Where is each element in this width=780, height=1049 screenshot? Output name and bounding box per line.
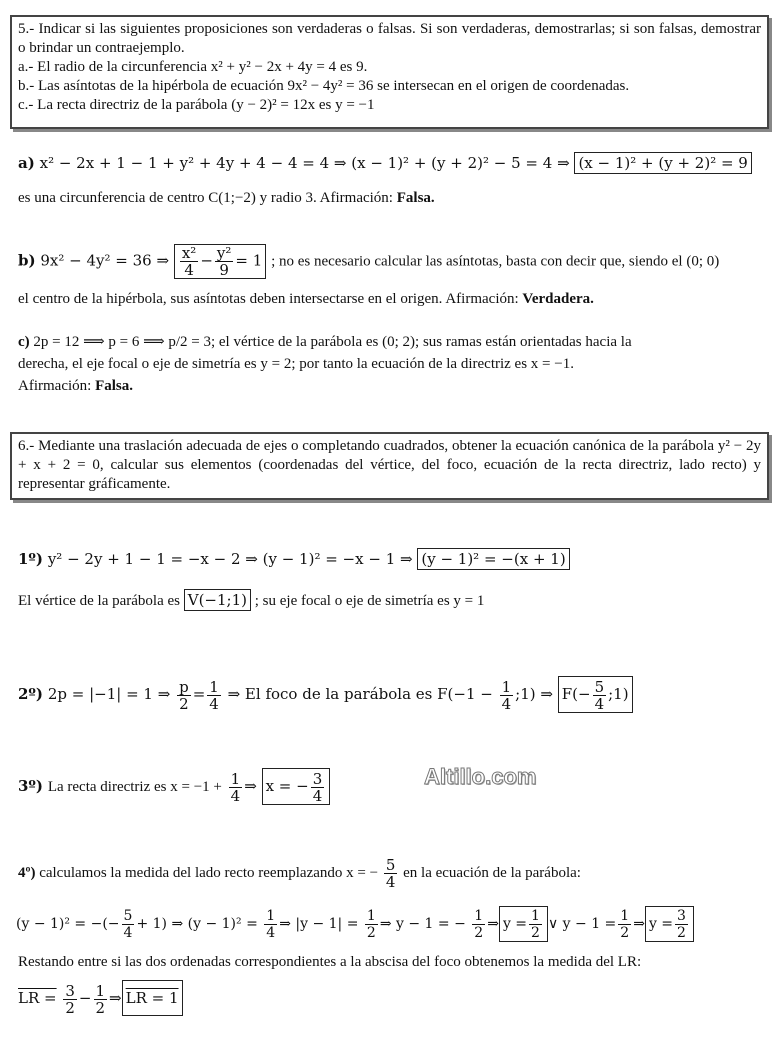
- solution-b-verdict: Verdadera.: [522, 291, 594, 307]
- lr-result-box: LR = 1: [122, 980, 183, 1016]
- solution-a-steps: x² − 2x + 1 − 1 + y² + 4y + 4 − 4 = 4 ⇒ (x − 1)² + (y + 2)² − 5 = 4 ⇒: [39, 154, 570, 172]
- directrix-box: [262, 768, 331, 805]
- frac-num: 3: [677, 907, 686, 924]
- y-eq: y =: [648, 916, 674, 932]
- frac-num: 3: [312, 769, 323, 788]
- step-2-end: ;1) ⇒: [515, 685, 553, 703]
- step-4-text2: en la ecuación de la parábola:: [403, 865, 581, 881]
- frac-num: 1: [474, 907, 484, 924]
- minus-sign: −: [78, 989, 92, 1007]
- frac-den: 4: [501, 694, 512, 713]
- frac-den: 4: [123, 924, 133, 941]
- solution-a-result-box: (x − 1)² + (y + 2)² = 9: [574, 152, 751, 174]
- frac-den: 2: [620, 924, 630, 941]
- lr-label: LR =: [18, 989, 57, 1007]
- equals-sign: =: [192, 685, 206, 703]
- vertex-axis-text: ; su eje focal o eje de simetría es y = 1: [254, 593, 485, 609]
- vertex-text: El vértice de la parábola es: [18, 593, 180, 609]
- step-1: [18, 548, 570, 570]
- frac-den: 2: [179, 694, 189, 713]
- frac-num: 1: [230, 769, 241, 788]
- step-1-label: 1º): [18, 550, 44, 568]
- frac-num: 1: [501, 677, 512, 696]
- step-2: [18, 676, 633, 713]
- problem-5-c: c.- La recta directriz de la parábola (y − 2)² = 12x es y = −1: [18, 97, 375, 113]
- vertex-line: [18, 589, 484, 611]
- solution-b-text1: ; no es necesario calcular las asíntotas, basta con decir que, siendo el (0; 0): [271, 253, 720, 270]
- frac-num: 1: [209, 677, 219, 696]
- frac-den: 2: [366, 924, 376, 941]
- solution-a-equation: [18, 152, 752, 174]
- solution-c-text1: 2p = 12 ⟹ p = 6 ⟹ p/2 = 3; el vértice de la parábola es (0; 2); sus ramas están orientadas hacia la: [33, 334, 632, 350]
- site-logo: Altillo.com: [424, 764, 537, 789]
- solution-c: [18, 331, 766, 397]
- solution-a-text: es una circunferencia de centro C(1;−2) y radio 3. Afirmación:: [18, 190, 397, 206]
- frac-den: 4: [594, 694, 605, 713]
- problem-6-box: [10, 432, 769, 500]
- focus-box: [558, 676, 633, 713]
- directrix-box-a: x = −: [265, 777, 309, 795]
- problem-6-text: 6.- Mediante una traslación adecuada de ejes o completando cuadrados, obtener la ecuación canónica de la parábola y² − 2y + x + 2 = 0, calcular sus elementos (coordenadas del vértice, del foco, ecuación de la recta directriz, lado recto) y representar gráficamente.: [18, 438, 761, 492]
- solution-b-result-box: [174, 244, 266, 279]
- frac-den: 4: [209, 694, 219, 713]
- frac-den: 9: [219, 261, 229, 279]
- frac-num: 1: [266, 907, 276, 924]
- solution-b-text2: el centro de la hipérbola, sus asíntotas deben intersectarse en el origen. Afirmación:: [18, 291, 523, 307]
- focus-box-b: ;1): [608, 685, 629, 703]
- frac-den: 4: [266, 924, 276, 941]
- step-3: [18, 768, 330, 805]
- solution-a-label: a): [18, 154, 35, 172]
- step-4-intro: [18, 856, 581, 890]
- problem-5-box: [10, 15, 769, 129]
- y-three-halves-box: [645, 906, 694, 942]
- step-4-label: 4º): [18, 865, 36, 881]
- frac-num: 5: [594, 677, 605, 696]
- solution-a-verdict: Falsa.: [396, 190, 435, 206]
- frac-num: 1: [620, 907, 630, 924]
- y-eq: y =: [502, 916, 528, 932]
- problem-5-intro: 5.- Indicar si las siguientes proposiciones son verdaderas o falsas. Si son verdaderas, demostrarlas; si son falsas, demostrar o brindar un contraejemplo.: [18, 21, 761, 56]
- frac-num: y²: [216, 244, 232, 262]
- step-4-equation: (y − 1)² = −(− $\frac{5}{4}$ + 1) ⇒ (y − 1)² = $\frac{1}{4}$ ⇒ |y − 1| = $\frac{1}{2}$ ⇒ y − 1 = − $\frac{1}{2}$ ⇒ y = $\frac{1}{2}$ ∨ y − 1 = $\frac{1}{2}$ ⇒ y = $\frac{3}{2}$: [16, 906, 694, 942]
- frac-den: 4: [385, 873, 396, 892]
- frac-num: x²: [181, 244, 197, 262]
- step-1-steps: y² − 2y + 1 − 1 = −x − 2 ⇒ (y − 1)² = −x − 1 ⇒: [47, 550, 413, 568]
- step-4-eq-c: ⇒ |y − 1| =: [279, 916, 359, 932]
- step-3-label: 3º): [18, 777, 44, 795]
- frac-den: 2: [474, 924, 484, 941]
- solution-c-verdict: Falsa.: [95, 378, 133, 394]
- solution-b-equation: [18, 244, 719, 279]
- frac-num: 3: [65, 981, 75, 1000]
- frac-num: 5: [123, 907, 133, 924]
- equals-one: = 1: [235, 251, 263, 270]
- solution-b-label: b): [18, 251, 36, 270]
- step-4-text: calculamos la medida del lado recto reemplazando x = −: [39, 865, 379, 881]
- frac-den: 4: [312, 786, 323, 805]
- problem-5-b: b.- Las asíntotas de la hipérbola de ecuación 9x² − 4y² = 36 se intersecan en el origen de coordenadas.: [18, 78, 630, 94]
- frac-den: 4: [184, 261, 194, 279]
- lr-line: LR = $\frac{3}{2}$ − $\frac{1}{2}$ ⇒ LR = 1: [18, 980, 183, 1016]
- step-4-eq-b: + 1) ⇒ (y − 1)² =: [136, 916, 258, 932]
- minus-sign: −: [200, 251, 213, 270]
- frac-num: 1: [366, 907, 376, 924]
- solution-a-conclusion: [18, 188, 435, 208]
- step-2-focus-text: ⇒ El foco de la parábola es F(−1 −: [227, 685, 493, 703]
- solution-b-conclusion: [18, 289, 594, 309]
- step-4-rest: Restando entre si las dos ordenadas correspondientes a la abscisa del foco obtenemos la medida del LR:: [18, 954, 642, 970]
- step-3-text: La recta directriz es x = −1 +: [47, 779, 222, 795]
- solution-c-line1: [18, 331, 766, 353]
- frac-den: 2: [531, 924, 540, 941]
- step-2-steps: 2p = |−1| = 1 ⇒: [47, 685, 171, 703]
- solution-b-steps: 9x² − 4y² = 36 ⇒: [40, 251, 170, 270]
- frac-den: 4: [230, 786, 241, 805]
- frac-num: 1: [95, 981, 106, 1000]
- step-2-label: 2º): [18, 685, 44, 703]
- step-4-or: ∨ y − 1 =: [547, 916, 617, 932]
- solution-c-line3: [18, 375, 766, 397]
- frac-den: 2: [65, 998, 75, 1017]
- step-4-eq-a: (y − 1)² = −(−: [16, 916, 120, 932]
- vertex-box: V(−1;1): [184, 589, 251, 611]
- solution-c-label: c): [18, 334, 30, 350]
- solution-c-text2: derecha, el eje focal o eje de simetría es y = 2; por tanto la ecuación de la directriz es x = −1.: [18, 356, 574, 372]
- y-half-box: [499, 906, 548, 942]
- frac-num: 1: [531, 907, 540, 924]
- step-4-eq-d: ⇒ y − 1 = −: [379, 916, 466, 932]
- arrow: ⇒: [244, 777, 257, 795]
- solution-c-text3: Afirmación:: [18, 378, 96, 394]
- focus-box-a: F(−: [561, 685, 591, 703]
- frac-num: p: [179, 677, 189, 696]
- frac-num: 5: [385, 856, 396, 875]
- frac-den: 2: [95, 998, 106, 1017]
- problem-5-a: a.- El radio de la circunferencia x² + y² − 2x + 4y = 4 es 9.: [18, 59, 368, 75]
- step-1-result-box: (y − 1)² = −(x + 1): [417, 548, 569, 570]
- frac-den: 2: [677, 924, 686, 941]
